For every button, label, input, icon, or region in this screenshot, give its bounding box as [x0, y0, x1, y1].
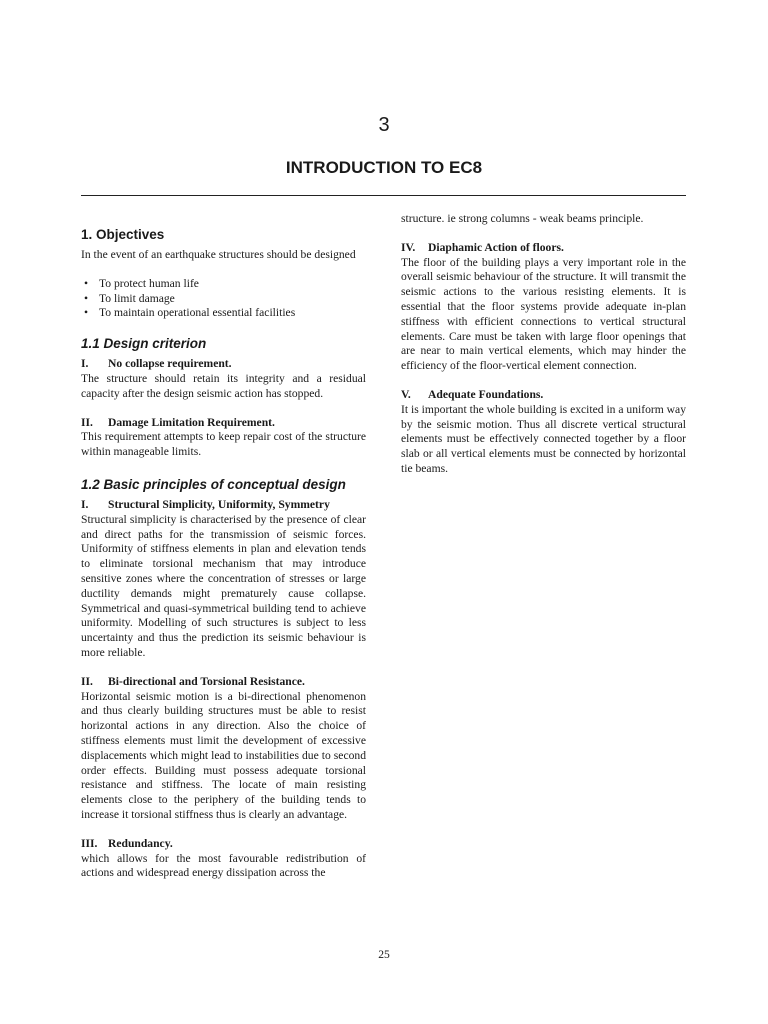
item-text: This requirement attempts to keep repair cost of the structure within manageable limits. — [81, 430, 366, 459]
title-divider — [81, 195, 686, 196]
item-title: No collapse requirement. — [108, 357, 232, 371]
left-column — [81, 226, 366, 881]
principle-item — [81, 498, 366, 661]
criterion-item — [81, 357, 366, 401]
principle-item — [81, 837, 366, 881]
principle-item-heading — [401, 241, 686, 256]
principles-heading: 1.2 Basic principles of conceptual design — [81, 476, 346, 492]
principle-item — [81, 675, 366, 823]
item-text: It is important the whole building is excited in a uniform way by the seismic motion. Thus all discrete vertical structural elements must be effectively connected together by a floor slab or all vertical elements must be connected by horizontal tie beams. — [401, 402, 686, 475]
item-number: III. — [81, 836, 98, 850]
principle-item — [401, 241, 686, 374]
page-number: 25 — [378, 948, 390, 961]
right-column — [401, 212, 686, 477]
principle-item-heading — [81, 837, 366, 852]
item-title: Redundancy. — [108, 836, 173, 850]
item-title: Adequate Foundations. — [428, 387, 544, 401]
item-number: IV. — [401, 240, 416, 254]
item-text: The structure should retain its integrity and a residual capacity after the design seismic action has stopped. — [81, 371, 366, 400]
objectives-heading: 1. Objectives — [81, 227, 165, 242]
chapter-title: INTRODUCTION TO EC8 — [285, 158, 483, 177]
list-item: • To protect human life — [81, 277, 366, 292]
item-number: II. — [81, 415, 93, 429]
list-item: • To limit damage — [81, 292, 366, 307]
item-title: Bi-directional and Torsional Resistance. — [108, 674, 305, 688]
item-title: Diaphamic Action of floors. — [428, 240, 564, 254]
item-number: II. — [81, 674, 93, 688]
item-text: Horizontal seismic motion is a bi-directional phenomenon and thus clearly building structures must be able to resist horizontal actions in any direction. Also the choice of stiffness elements must limit the development of excessive displacements which might lead to instabilities due to second order effects. Building must possess adequate torsional resistance and stiffness. The locate of main resisting elements close to the periphery of the building tends to increase it torsional stiffness thus is clearly an advantage. — [81, 689, 366, 821]
principle-item — [401, 388, 686, 477]
item-text: The floor of the building plays a very important role in the overall seismic behaviour of the structure. It will transmit the seismic actions to the various resisting elements. It is essential that the floor systems provide adequate in-plan stiffness with efficient connections to vertical structural elements. Care must be taken with large floor openings that are near to main vertical elements, which may hinder the efficiency of the floor-vertical element connection. — [401, 255, 686, 373]
principle-item-heading — [81, 498, 366, 513]
item-text: which allows for the most favourable redistribution of actions and widespread energy dissipation across the — [81, 851, 366, 880]
item-title: Structural Simplicity, Uniformity, Symmetry — [108, 497, 330, 511]
item-title: Damage Limitation Requirement. — [108, 415, 275, 429]
criterion-item-heading — [81, 357, 366, 372]
item-text: Structural simplicity is characterised by the presence of clear and direct paths for the transmission of seismic forces. Uniformity of stiffness elements in plan and elevation tends to eliminate torsional mechanism that may introduce sensitive zones where the concentration of stresses or large ductility demands might prematurely cause collapse. Symmetrical and quasi-symmetrical building tend to achieve uniformity. Modelling of such structures is subject to less uncertainty and thus the prediction its seismic behaviour is more reliable. — [81, 512, 366, 659]
item-number: V. — [401, 387, 411, 401]
item-number: I. — [81, 497, 89, 511]
criterion-item-heading — [81, 416, 366, 431]
chapter-number: 3 — [378, 114, 390, 136]
design-criterion-heading: 1.1 Design criterion — [81, 336, 207, 352]
objectives-intro: In the event of an earthquake structures should be designed — [81, 248, 356, 261]
principle-item-heading — [401, 388, 686, 403]
item-number: I. — [81, 357, 89, 371]
objectives-list — [81, 277, 366, 321]
continuation-text: structure. ie strong columns - weak beams principle. — [401, 212, 644, 225]
principle-item-heading — [81, 675, 366, 690]
list-item: • To maintain operational essential facilities — [81, 306, 366, 321]
criterion-item — [81, 416, 366, 460]
